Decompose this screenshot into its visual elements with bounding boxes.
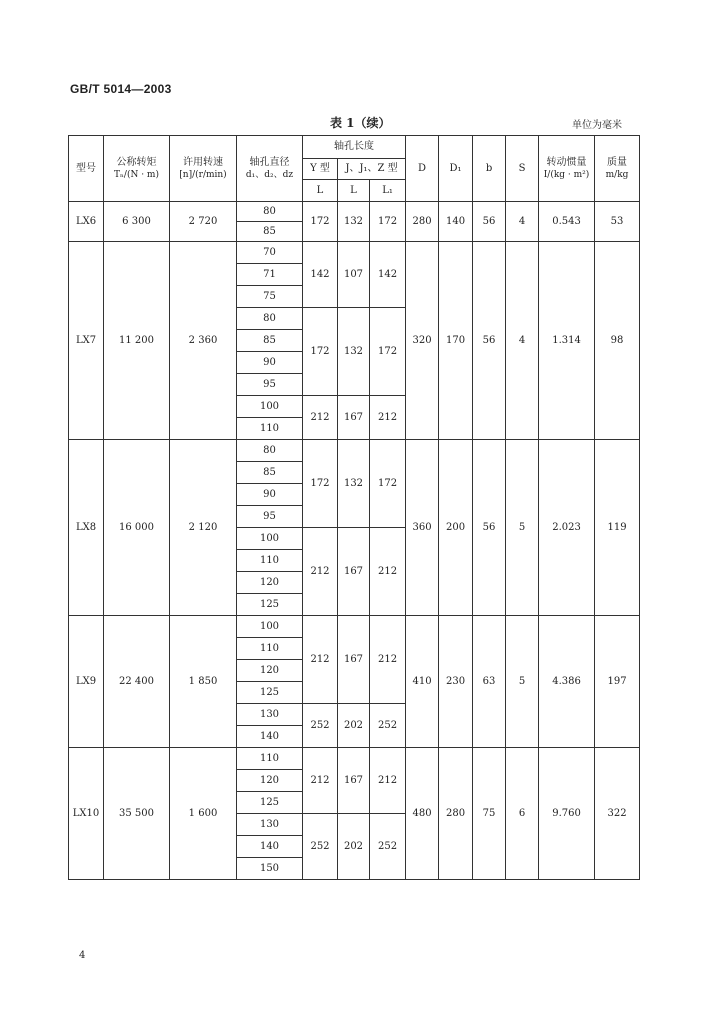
bore-cell: 120 [237,770,303,792]
j-l1-cell: 252 [370,814,406,880]
y-l-cell: 212 [303,396,338,440]
b-cell: 56 [473,242,506,440]
b-cell: 56 [473,440,506,616]
inertia-cell: 1.314 [539,242,595,440]
bore-cell: 90 [237,484,303,506]
j-l1-cell: 252 [370,704,406,748]
bore-cell: 140 [237,836,303,858]
model-cell: LX7 [69,242,104,440]
torque-cell: 11 200 [104,242,170,440]
bore-cell: 125 [237,682,303,704]
d1-cell: 140 [439,202,473,242]
j-l-cell: 167 [338,528,370,616]
header-j-L: L [338,180,370,202]
y-l-cell: 212 [303,616,338,704]
b-cell: 75 [473,748,506,880]
j-l-cell: 132 [338,308,370,396]
bore-cell: 110 [237,638,303,660]
j-l-cell: 132 [338,440,370,528]
s-cell: 4 [506,202,539,242]
bore-cell: 80 [237,202,303,222]
page-number: 4 [79,950,86,961]
bore-cell: 90 [237,352,303,374]
j-l1-cell: 212 [370,396,406,440]
table-row [69,202,640,222]
header-b: b [473,136,506,202]
s-cell: 4 [506,242,539,440]
mass-cell: 53 [595,202,640,242]
header-speed: 许用转速 [n]/(r/min) [170,136,237,202]
j-l-cell: 167 [338,748,370,814]
b-cell: 63 [473,616,506,748]
bore-cell: 130 [237,704,303,726]
d-cell: 280 [406,202,439,242]
table-row [69,616,640,638]
inertia-cell: 9.760 [539,748,595,880]
speed-cell: 2 360 [170,242,237,440]
inertia-cell: 2.023 [539,440,595,616]
bore-cell: 80 [237,308,303,330]
j-l1-cell: 212 [370,748,406,814]
model-cell: LX9 [69,616,104,748]
header-inertia: 转动惯量 I/(kg · m²) [539,136,595,202]
j-l1-cell: 172 [370,202,406,242]
bore-cell: 110 [237,550,303,572]
bore-cell: 125 [237,594,303,616]
mass-cell: 322 [595,748,640,880]
j-l-cell: 202 [338,814,370,880]
mass-cell: 98 [595,242,640,440]
table-body [69,202,640,880]
d-cell: 360 [406,440,439,616]
header-S: S [506,136,539,202]
bore-cell: 80 [237,440,303,462]
bore-cell: 95 [237,506,303,528]
table-caption: 表 1（续） [330,116,391,130]
s-cell: 6 [506,748,539,880]
torque-cell: 16 000 [104,440,170,616]
d-cell: 320 [406,242,439,440]
s-cell: 5 [506,440,539,616]
bore-cell: 71 [237,264,303,286]
j-l1-cell: 142 [370,242,406,308]
bore-cell: 120 [237,572,303,594]
y-l-cell: 172 [303,308,338,396]
y-l-cell: 142 [303,242,338,308]
header-model: 型号 [69,136,104,202]
model-cell: LX10 [69,748,104,880]
coupling-spec-table [68,135,640,880]
bore-cell: 150 [237,858,303,880]
s-cell: 5 [506,616,539,748]
y-l-cell: 212 [303,528,338,616]
bore-cell: 85 [237,462,303,484]
d1-cell: 200 [439,440,473,616]
y-l-cell: 252 [303,814,338,880]
speed-cell: 1 850 [170,616,237,748]
mass-cell: 119 [595,440,640,616]
speed-cell: 1 600 [170,748,237,880]
header-bore: 轴孔直径 d₁、d₂、dz [237,136,303,202]
y-l-cell: 212 [303,748,338,814]
y-l-cell: 172 [303,440,338,528]
speed-cell: 2 120 [170,440,237,616]
bore-cell: 110 [237,748,303,770]
bore-cell: 100 [237,616,303,638]
table-header [69,136,640,202]
bore-cell: 130 [237,814,303,836]
y-l-cell: 252 [303,704,338,748]
j-l-cell: 132 [338,202,370,242]
bore-cell: 70 [237,242,303,264]
model-cell: LX6 [69,202,104,242]
header-jz-type: J、J₁、Z 型 [338,159,406,180]
bore-cell: 95 [237,374,303,396]
d1-cell: 280 [439,748,473,880]
bore-cell: 110 [237,418,303,440]
inertia-cell: 4.386 [539,616,595,748]
bore-cell: 125 [237,792,303,814]
header-D1: D₁ [439,136,473,202]
table-row [69,748,640,770]
table-row [69,440,640,462]
bore-cell: 140 [237,726,303,748]
d1-cell: 230 [439,616,473,748]
y-l-cell: 172 [303,202,338,242]
table-row [69,242,640,264]
bore-cell: 100 [237,396,303,418]
unit-note: 单位为毫米 [572,120,622,131]
torque-cell: 6 300 [104,202,170,242]
j-l-cell: 202 [338,704,370,748]
j-l1-cell: 172 [370,440,406,528]
standard-number: GB/T 5014—2003 [70,82,172,96]
bore-cell: 75 [237,286,303,308]
j-l-cell: 107 [338,242,370,308]
bore-cell: 85 [237,222,303,242]
header-y-type: Y 型 [303,159,338,180]
torque-cell: 35 500 [104,748,170,880]
j-l1-cell: 172 [370,308,406,396]
j-l1-cell: 212 [370,528,406,616]
mass-cell: 197 [595,616,640,748]
d1-cell: 170 [439,242,473,440]
torque-cell: 22 400 [104,616,170,748]
j-l1-cell: 212 [370,616,406,704]
d-cell: 480 [406,748,439,880]
j-l-cell: 167 [338,396,370,440]
header-bore-length: 轴孔长度 [303,136,406,159]
bore-cell: 100 [237,528,303,550]
b-cell: 56 [473,202,506,242]
header-j-L1: L₁ [370,180,406,202]
header-mass: 质量 m/kg [595,136,640,202]
bore-cell: 85 [237,330,303,352]
speed-cell: 2 720 [170,202,237,242]
header-D: D [406,136,439,202]
inertia-cell: 0.543 [539,202,595,242]
header-y-L: L [303,180,338,202]
bore-cell: 120 [237,660,303,682]
d-cell: 410 [406,616,439,748]
j-l-cell: 167 [338,616,370,704]
header-torque: 公称转矩 Tₙ/(N · m) [104,136,170,202]
model-cell: LX8 [69,440,104,616]
